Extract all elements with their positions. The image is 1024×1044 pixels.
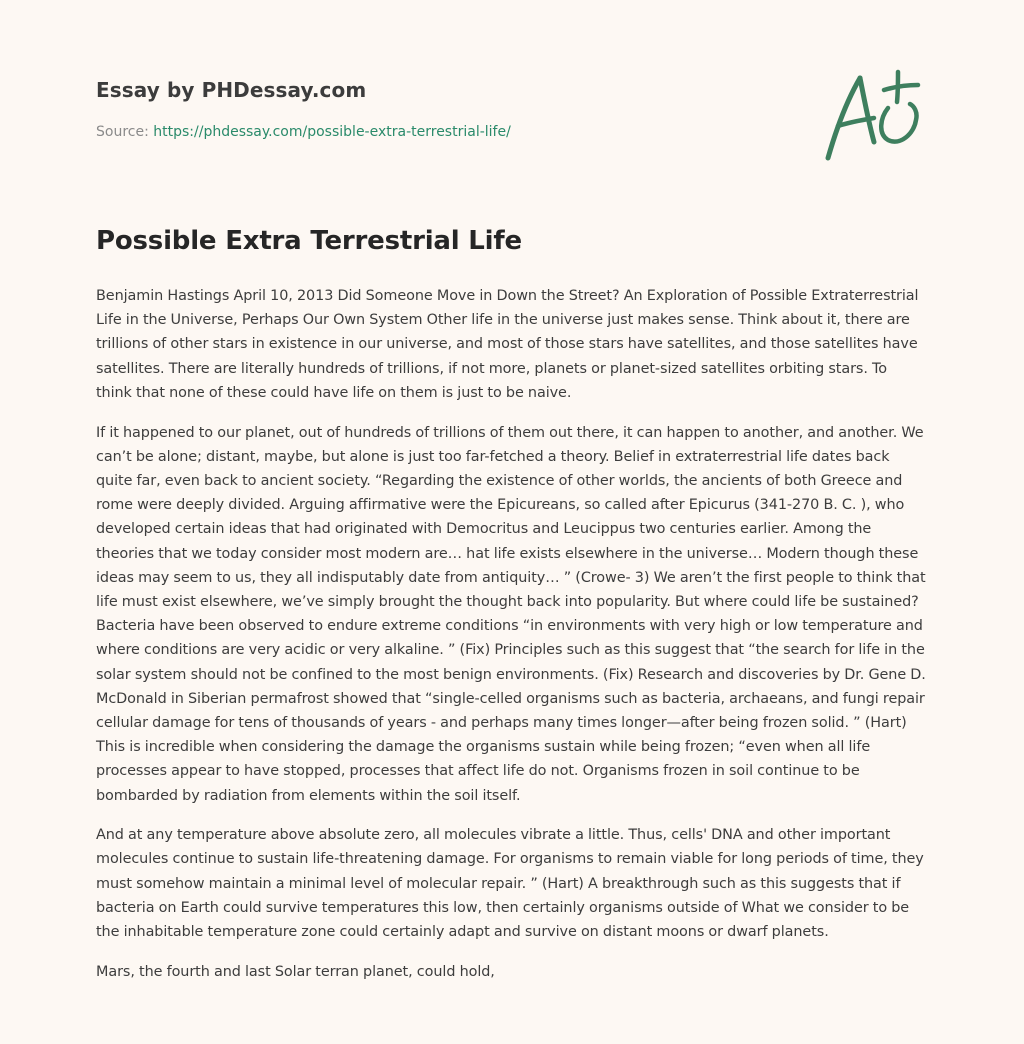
- essay-paragraph: If it happened to our planet, out of hundreds of trillions of them out there, it can happen to another, and another. We can’t be alone; distant, maybe, but alone is just too far-fetched a theory. Belief in extraterrestrial life dates back quite far, even back to ancient society. “Regarding the existence of other worlds, the ancients of both Greece and rome were deeply divided. Arguing affirmative were the Epicureans, so called after Epicurus (341-270 B. C. ), who developed certain ideas that had originated with Democritus and Leucippus two centuries earlier. Among the theories that we today consider most modern are… hat life exists elsewhere in the universe… Modern though these ideas may seem to us, they all indisputably date from antiquity… ” (Crowe- 3) We aren’t the first people to think that life must exist elsewhere, we’ve simply brought the thought back into popularity. But where could life be sustained? Bacteria have been observed to endure extreme conditions “in environments with very high or low temperature and where conditions are very acidic or very alkaline. ” (Fix) Principles such as this suggest that “the search for life in the solar system should not be confined to the most benign environments. (Fix) Research and discoveries by Dr. Gene D. McDonald in Siberian permafrost showed that “single-celled organisms such as bacteria, archaeans, and fungi repair cellular damage for tens of thousands of years - and perhaps many times longer—after being frozen solid. ” (Hart) This is incredible when considering the damage the organisms sustain while being frozen; “even when all life processes appear to have stopped, processes that affect life do not. Organisms frozen in soil continue to be bombarded by radiation from elements within the soil itself.: [96, 424, 926, 804]
- source-line: [96, 124, 511, 140]
- essay-paragraph: Benjamin Hastings April 10, 2013 Did Someone Move in Down the Street? An Exploration of Possible Extraterrestrial Life in the Universe, Perhaps Our Own System Other life in the universe just makes sense. Think about it, there are trillions of other stars in existence in our universe, and most of those stars have satellites, and those satellites have satellites. There are literally hundreds of trillions, if not more, planets or planet-sized satellites orbiting stars. To think that none of these could have life on them is just to be naive.: [96, 288, 919, 401]
- essay-paragraph: Mars, the fourth and last Solar terran planet, could hold,: [96, 963, 495, 980]
- a-plus-grade-icon: [822, 68, 926, 164]
- page-header: [96, 78, 511, 140]
- source-link[interactable]: https://phdessay.com/possible-extra-terrestrial-life/: [153, 124, 511, 140]
- source-label: Source:: [96, 124, 154, 140]
- essay-paragraph: And at any temperature above absolute zero, all molecules vibrate a little. Thus, cells' DNA and other important molecules continue to sustain life-threatening damage. For organisms to remain viable for long periods of time, they must somehow maintain a minimal level of molecular repair. ” (Hart) A breakthrough such as this suggests that if bacteria on Earth could survive temperatures this low, then certainly organisms outside of What we consider to be the inhabitable temperature zone could certainly adapt and survive on distant moons or dwarf planets.: [96, 827, 924, 941]
- essay-body: [96, 284, 926, 999]
- essay-title: Possible Extra Terrestrial Life: [96, 226, 522, 256]
- site-title: Essay by PHDessay.com: [96, 78, 367, 102]
